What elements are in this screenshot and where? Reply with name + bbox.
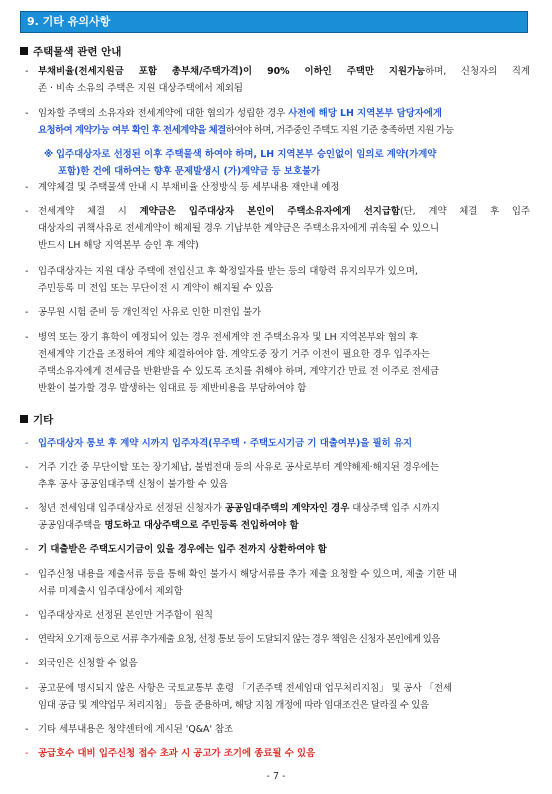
list-item: - 외국인은 신청할 수 없음 — [25, 658, 138, 669]
square-bullet-icon — [20, 47, 28, 55]
list-item: - 입주대상자 통보 후 계약 시까지 입주자격(무주택 · 주택도시기금 기 대출여부)을 필히 유지 — [25, 438, 413, 449]
list-item: - 공급호수 대비 입주신청 접수 초과 시 공고가 조기에 종료될 수 있음 — [25, 748, 316, 759]
list-item: - 입주신청 내용을 제출서류 등을 통해 확인 불가시 해당서류를 추가 제출 요청할 수 있으며, 제출 기한 내 서류 미제출시 입주대상에서 제외함 — [25, 569, 457, 597]
page-number: - 7 - — [266, 771, 286, 782]
section-title: 9. 기타 유의사항 — [20, 11, 528, 33]
square-bullet-icon — [20, 415, 28, 423]
warning-note: ※ 입주대상자로 선정된 이후 주택물색 하여야 하며, LH 지역본부 승인없이 임의로 계약(가계약 포함)한 건에 대하여는 향후 문제발생시 (가)계약금 등 보호불가 — [44, 149, 437, 177]
list-item: - 기 대출받은 주택도시기금이 있을 경우에는 입주 전까지 상환하여야 함 — [25, 544, 327, 555]
list-item: - 부채비율(전세지원금 포함 총부채/주택가격)이 90% 이하인 주택만 지원가능하며, 신청자의 직계 존 · 비속 소유의 주택은 지원 대상주택에서 제외됨 — [25, 66, 530, 94]
list-item: - 거주 기간 중 무단이탈 또는 장기체납, 불법전대 등의 사유로 공사로부터 계약해제·해지된 경우에는 추후 공사 공공임대주택 신청이 불가할 수 있음 — [25, 462, 439, 490]
list-item: - 입주대상자는 지원 대상 주택에 전입신고 후 확정일자를 받는 등의 대항력 유지의무가 있으며, 주민등록 미 전입 또는 무단이전 시 계약이 해지될 수 있음 — [25, 266, 418, 294]
list-item: - 병역 또는 장기 휴학이 예정되어 있는 경우 전세계약 전 주택소유자 및 LH 지역본부와 협의 후 전세계약 기간을 조정하여 계약 체결하여야 함. 계약도중 장기 거주 이전이 필요한 경우 입주자는 주택소유자에게 전세금을 반환받을 수 있도록 조치를 취해야 하며, 계약기간 만료 전 이주로 전세금 반환이 불가할 경우 발생하는 임대료 등 제반비용을 부담하여야 함 — [25, 332, 439, 394]
list-item: - 공무원 시험 준비 등 개인적인 사유로 인한 미전입 불가 — [25, 307, 262, 318]
subsection-etc — [20, 412, 53, 427]
list-item: - 기타 세부내용은 청약센터에 게시된 'Q&A' 참조 — [25, 724, 234, 735]
subsection-housing-title: 주택물색 관련 안내 — [33, 46, 122, 58]
list-item: - 임차할 주택의 소유자와 전세계약에 대한 협의가 성립한 경우 사전에 해당 LH 지역본부 담당자에게 요청하여 계약가능 여부 확인 후 전세계약을 체결하여야 하며, 거주중인 주택도 지원 기준 충족하면 지원 가능 — [25, 108, 454, 136]
subsection-etc-title: 기타 — [33, 414, 54, 426]
list-item: - 계약체결 및 주택물색 안내 시 부채비율 산정방식 등 세부내용 재안내 예정 — [25, 182, 340, 193]
list-item: - 입주대상자로 선정된 본인만 거주함이 원칙 — [25, 610, 213, 621]
list-item: - 청년 전세임대 입주대상자로 선정된 신청자가 공공임대주택의 계약자인 경우 대상주택 입주 시까지 공공임대주택을 명도하고 대상주택으로 주민등록 전입하여야 함 — [25, 503, 440, 531]
subsection-housing — [20, 44, 121, 59]
list-item: - 공고문에 명시되지 않은 사항은 국토교통부 훈령 「기존주택 전세임대 업무처리지침」 및 공사 「전세 임대 공급 및 계약업무 처리지침」 등을 준용하며, 해당 지침 개정에 따라 임대조건은 달라질 수 있음 — [25, 683, 453, 711]
list-item: - 전세계약 체결 시 계약금은 입주대상자 본인이 주택소유자에게 선지급함(단, 계약 체결 후 입주 대상자의 귀책사유로 전세계약이 해제될 경우 기납부한 계약금은 주택소유자에게 귀속될 수 있으니 반드시 LH 해당 지역본부 승인 후 계약) — [25, 206, 530, 251]
list-item: - 연락처 오기재 등으로 서류 추가제출 요청, 선정 통보 등이 도달되지 않는 경우 책임은 신청자 본인에게 있음 — [25, 634, 440, 645]
